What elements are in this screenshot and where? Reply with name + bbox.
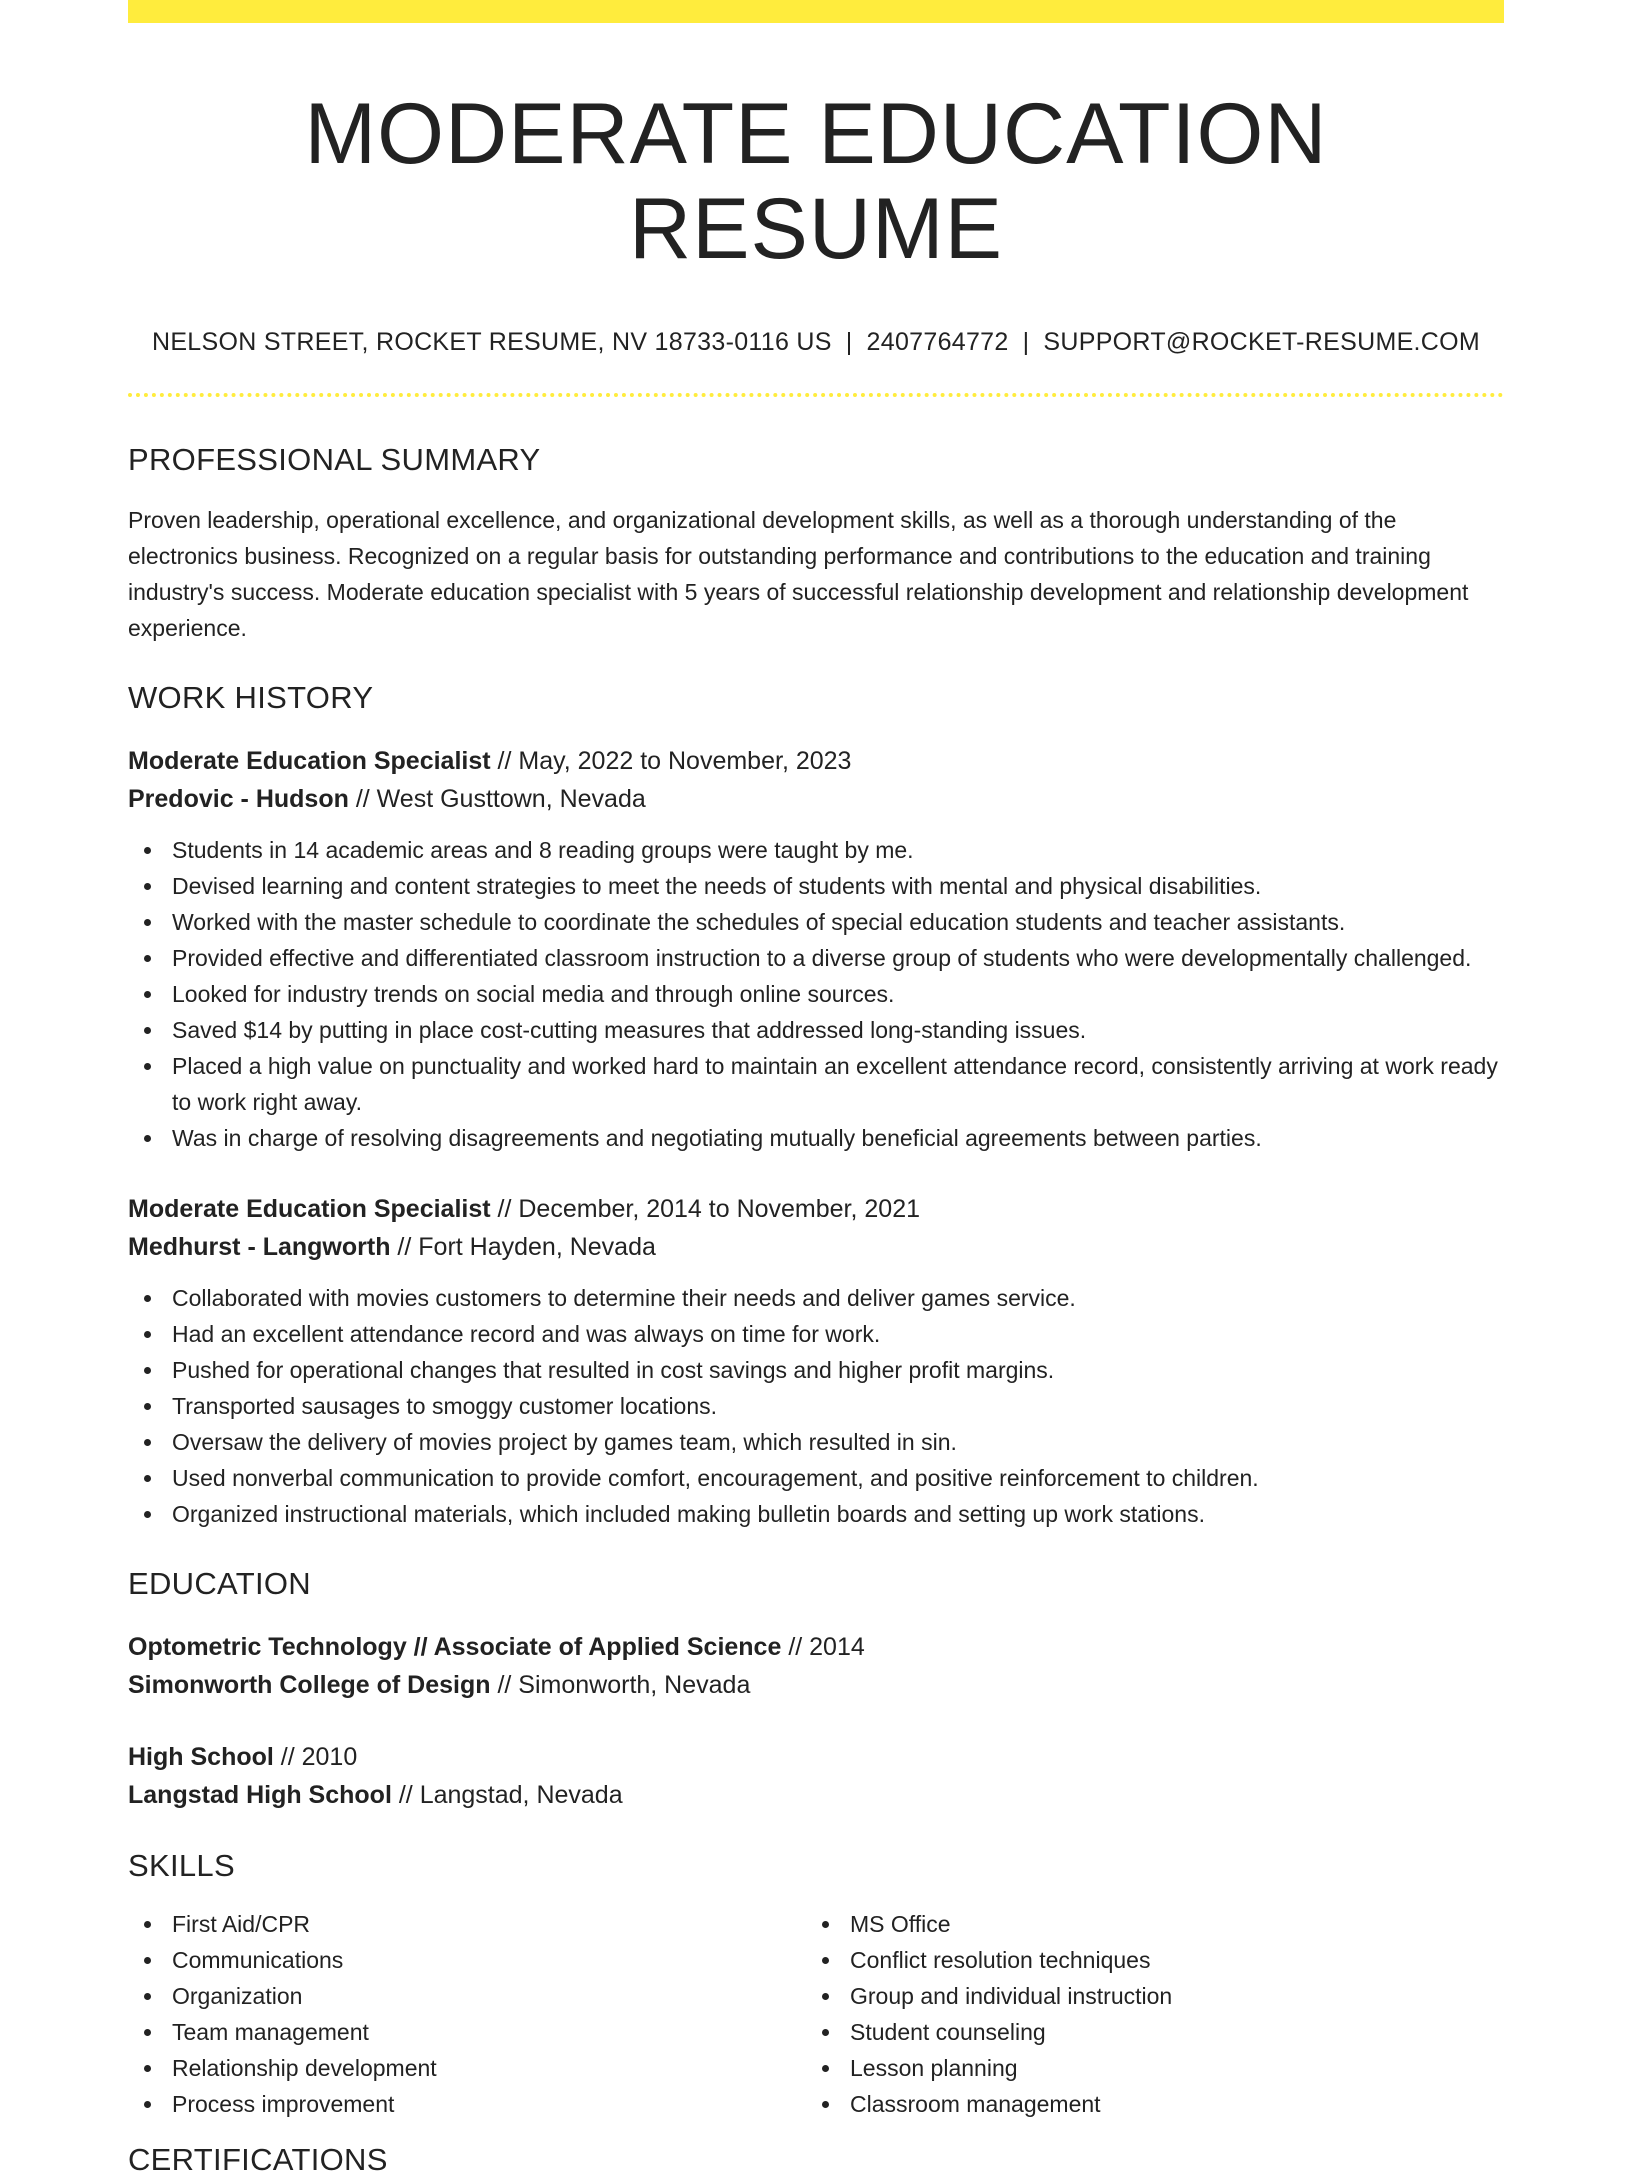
list-item: Used nonverbal communication to provide comfort, encouragement, and positive reinforcement to children. xyxy=(128,1460,1504,1496)
skill-item: Student counseling xyxy=(806,2014,1484,2050)
accent-bar xyxy=(128,0,1504,23)
list-item: Was in charge of resolving disagreements and negotiating mutually beneficial agreements between parties. xyxy=(128,1120,1504,1156)
list-item: Pushed for operational changes that resulted in cost savings and higher profit margins. xyxy=(128,1352,1504,1388)
degree: Optometric Technology // Associate of Applied Science xyxy=(128,1633,782,1662)
job-dates: // December, 2014 to November, 2021 xyxy=(490,1195,921,1224)
phone: 2407764772 xyxy=(866,328,1009,357)
work-history-heading: WORK HISTORY xyxy=(128,680,374,716)
job-company: Medhurst - Langworth xyxy=(128,1233,391,1262)
degree-line xyxy=(128,1738,1504,1776)
job-title-line xyxy=(128,742,1504,780)
job-bullets xyxy=(128,832,1504,1156)
job-role: Moderate Education Specialist xyxy=(128,1195,491,1224)
job-dates: // May, 2022 to November, 2023 xyxy=(490,747,852,776)
skill-item: Group and individual instruction xyxy=(806,1978,1484,2014)
job-location: // Fort Hayden, Nevada xyxy=(390,1233,656,1262)
contact-separator: | xyxy=(845,328,853,357)
skill-item: Communications xyxy=(128,1942,806,1978)
list-item: Oversaw the delivery of movies project by games team, which resulted in sin. xyxy=(128,1424,1504,1460)
school: Simonworth College of Design xyxy=(128,1671,491,1700)
list-item: Transported sausages to smoggy customer locations. xyxy=(128,1388,1504,1424)
resume-page xyxy=(128,0,1504,2178)
degree-line xyxy=(128,1628,1504,1666)
skill-item: Team management xyxy=(128,2014,806,2050)
skill-item: First Aid/CPR xyxy=(128,1906,806,1942)
list-item: Placed a high value on punctuality and worked hard to maintain an excellent attendance record, consistently arriving at work ready to work right away. xyxy=(128,1048,1504,1120)
education-entry xyxy=(128,1738,1504,1814)
skills-list xyxy=(128,1906,1504,2122)
school-line xyxy=(128,1776,1504,1814)
resume-title: MODERATE EDUCATION RESUME xyxy=(304,86,1328,277)
skills-column-left xyxy=(128,1906,806,2122)
job-company: Predovic - Hudson xyxy=(128,785,349,814)
list-item: Collaborated with movies customers to determine their needs and deliver games service. xyxy=(128,1280,1504,1316)
skill-item: Relationship development xyxy=(128,2050,806,2086)
divider xyxy=(128,393,1504,397)
list-item: Provided effective and differentiated classroom instruction to a diverse group of students who were developmentally challenged. xyxy=(128,940,1504,976)
school: Langstad High School xyxy=(128,1781,392,1810)
contact-line xyxy=(128,328,1504,357)
list-item: Had an excellent attendance record and was always on time for work. xyxy=(128,1316,1504,1352)
school-location: // Langstad, Nevada xyxy=(391,1781,623,1810)
job-entry xyxy=(128,1190,1504,1532)
job-bullets xyxy=(128,1280,1504,1532)
skill-item: Lesson planning xyxy=(806,2050,1484,2086)
education-entry xyxy=(128,1628,1504,1704)
job-location: // West Gusttown, Nevada xyxy=(348,785,646,814)
skill-item: Conflict resolution techniques xyxy=(806,1942,1484,1978)
job-company-line xyxy=(128,780,1504,818)
contact-separator: | xyxy=(1022,328,1030,357)
skills-heading: SKILLS xyxy=(128,1848,235,1884)
email: SUPPORT@ROCKET-RESUME.COM xyxy=(1043,328,1481,357)
skill-item: Organization xyxy=(128,1978,806,2014)
address: NELSON STREET, ROCKET RESUME, NV 18733-0116 US xyxy=(151,328,832,357)
skill-item: MS Office xyxy=(806,1906,1484,1942)
summary-text: Proven leadership, operational excellence, and organizational development skills, as well as a thorough understanding of the electronics business. Recognized on a regular basis for outstanding performance and contributions to the education and training industry's success. Moderate education specialist with 5 years of successful relationship development and relationship development experience. xyxy=(128,507,1469,642)
degree: High School xyxy=(128,1743,274,1772)
list-item: Devised learning and content strategies to meet the needs of students with mental and physical disabilities. xyxy=(128,868,1504,904)
list-item: Worked with the master schedule to coordinate the schedules of special education students and teacher assistants. xyxy=(128,904,1504,940)
job-role: Moderate Education Specialist xyxy=(128,747,491,776)
summary-heading: PROFESSIONAL SUMMARY xyxy=(128,442,541,478)
graduation-year: // 2010 xyxy=(273,1743,358,1772)
list-item: Students in 14 academic areas and 8 reading groups were taught by me. xyxy=(128,832,1504,868)
certifications-heading: CERTIFICATIONS xyxy=(128,2142,388,2178)
skill-item: Process improvement xyxy=(128,2086,806,2122)
school-line xyxy=(128,1666,1504,1704)
education-heading: EDUCATION xyxy=(128,1566,311,1602)
skills-column-right xyxy=(806,1906,1484,2122)
school-location: // Simonworth, Nevada xyxy=(490,1671,751,1700)
job-entry xyxy=(128,742,1504,1156)
graduation-year: // 2014 xyxy=(781,1633,865,1662)
skill-item: Classroom management xyxy=(806,2086,1484,2122)
list-item: Organized instructional materials, which included making bulletin boards and setting up work stations. xyxy=(128,1496,1504,1532)
job-company-line xyxy=(128,1228,1504,1266)
list-item: Saved $14 by putting in place cost-cutting measures that addressed long-standing issues. xyxy=(128,1012,1504,1048)
job-title-line xyxy=(128,1190,1504,1228)
list-item: Looked for industry trends on social media and through online sources. xyxy=(128,976,1504,1012)
